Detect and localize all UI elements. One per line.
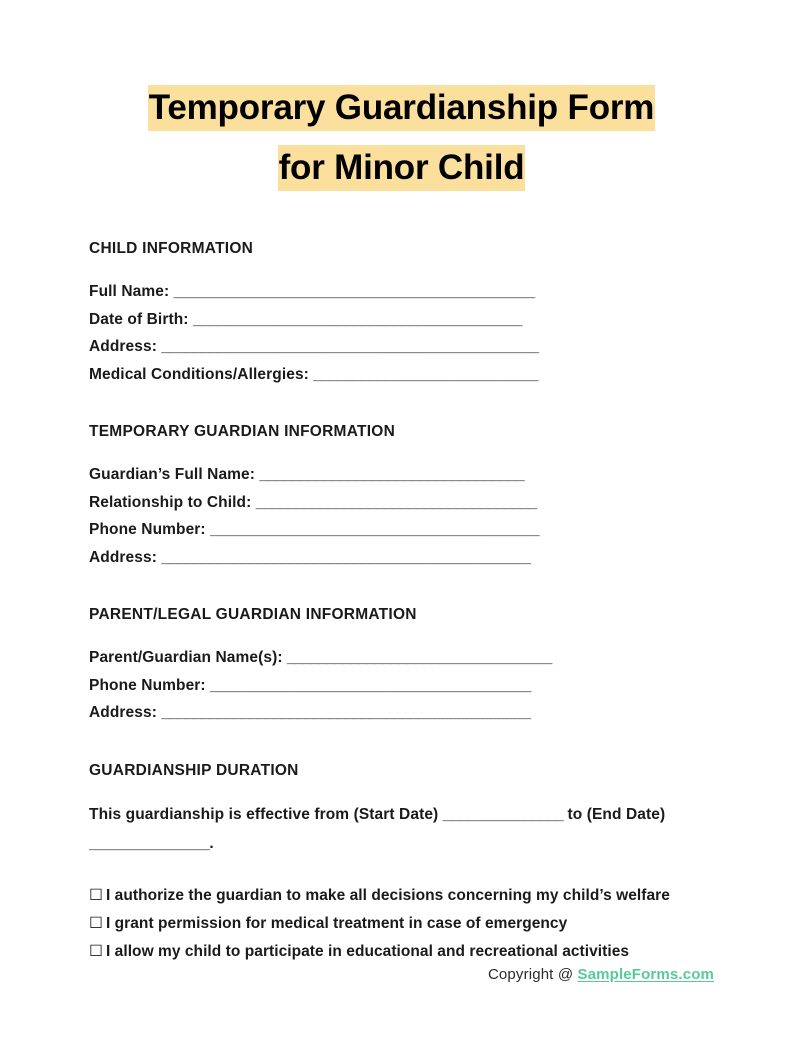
field-row-child-address [89,333,714,361]
field-blank-guardian-phone-number[interactable]: _________________________________________ [210,521,539,539]
duration-text-part-3: . [209,834,214,852]
duration-blank-end-date[interactable]: _______________ [89,834,210,852]
field-group-parent-legal-guardian-information [89,644,714,727]
duration-text-part-1: This guardianship is effective from (Start Date) [89,805,439,823]
checkbox-icon[interactable]: ☐ [89,886,103,904]
duration-blank-start-date[interactable]: _______________ [442,805,564,823]
field-label-guardian-phone-number: Phone Number: [89,521,206,539]
field-label-guardian-full-name: Guardian’s Full Name: [89,466,256,484]
checkbox-label-educational-activities: I allow my child to participate in educational and recreational activities [105,942,630,960]
field-row-parent-phone-number [89,672,714,700]
checkbox-row-medical-treatment[interactable] [89,910,714,938]
copyright-text: Copyright @ [487,966,574,983]
field-row-guardian-address [89,544,714,572]
field-label-guardian-address: Address: [89,548,157,566]
field-blank-parent-address[interactable]: ______________________________________________ [161,704,531,722]
page-title-line-2: for Minor Child [278,145,526,191]
section-heading-parent-legal-guardian-information: PARENT/LEGAL GUARDIAN INFORMATION [89,606,417,624]
field-blank-parent-phone-number[interactable]: ________________________________________ [210,676,531,694]
field-blank-child-date-of-birth[interactable]: _________________________________________ [192,310,522,328]
checkbox-label-authorize-decisions: I authorize the guardian to make all decisions concerning my child’s welfare [105,886,670,904]
field-row-child-date-of-birth [89,306,714,334]
checkbox-label-medical-treatment: I grant permission for medical treatment in case of emergency [105,914,568,932]
page-title [89,0,714,198]
field-row-child-medical-conditions [89,361,714,389]
field-label-parent-names: Parent/Guardian Name(s): [89,649,283,667]
field-blank-guardian-full-name[interactable]: _________________________________ [259,466,525,484]
checkbox-row-educational-activities[interactable] [89,938,714,966]
checkbox-icon[interactable]: ☐ [89,914,103,932]
checkbox-icon[interactable]: ☐ [89,942,103,960]
field-group-temporary-guardian-information [89,461,714,571]
field-group-child-information [89,278,714,388]
sampleforms-link[interactable]: SampleForms.com [577,966,714,983]
field-row-guardian-phone-number [89,516,714,544]
field-row-guardian-relationship [89,489,714,517]
field-label-child-date-of-birth: Date of Birth: [89,310,189,328]
section-heading-guardianship-duration: GUARDIANSHIP DURATION [89,761,299,779]
field-label-child-medical-conditions: Medical Conditions/Allergies: [89,365,309,383]
field-blank-guardian-relationship[interactable]: ___________________________________ [255,493,537,511]
field-label-parent-address: Address: [89,704,157,722]
field-blank-child-address[interactable]: _______________________________________________ [161,338,539,356]
section-heading-child-information: CHILD INFORMATION [89,240,254,258]
field-blank-guardian-address[interactable]: ______________________________________________ [161,548,531,566]
checkbox-row-authorize-decisions[interactable] [89,882,714,910]
field-blank-parent-names[interactable]: _________________________________ [287,649,552,667]
duration-text-part-2: to (End Date) [567,805,666,823]
footer-copyright [89,966,714,983]
field-row-parent-address [89,699,714,727]
field-label-guardian-relationship: Relationship to Child: [89,493,252,511]
field-label-child-full-name: Full Name: [89,283,170,301]
field-row-guardian-full-name [89,461,714,489]
page-title-line-1: Temporary Guardianship Form [148,85,655,131]
field-blank-child-full-name[interactable]: _____________________________________________ [173,283,535,301]
guardianship-duration-statement [89,800,689,858]
field-blank-child-medical-conditions[interactable]: ____________________________ [313,365,538,383]
field-row-parent-names [89,644,714,672]
field-row-child-full-name [89,278,714,306]
section-heading-temporary-guardian-information: TEMPORARY GUARDIAN INFORMATION [89,423,396,441]
permissions-checkbox-list [89,882,714,966]
field-label-parent-phone-number: Phone Number: [89,676,206,694]
field-label-child-address: Address: [89,338,157,356]
